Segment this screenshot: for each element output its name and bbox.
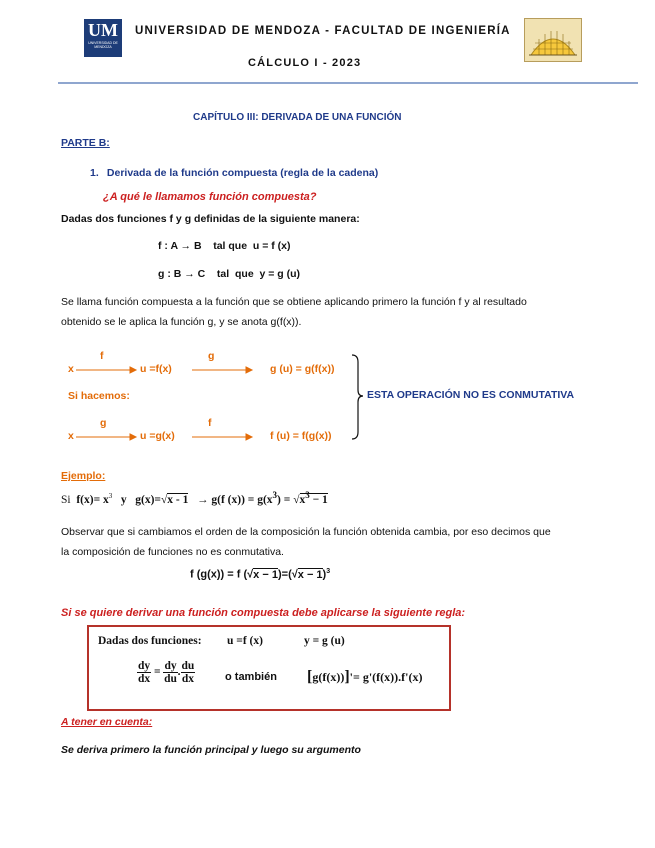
chain-rule-box — [87, 625, 451, 711]
radical-content: − 1 — [309, 493, 328, 506]
definition-f: f : A → B tal que u = f (x) — [158, 240, 291, 252]
diagram-u: u =f(x) — [140, 363, 172, 375]
comp-eq: = — [281, 568, 289, 581]
formula-rhs: = g'(f(x)).f'(x) — [352, 670, 423, 684]
exponent: 3 — [272, 490, 278, 500]
diagram-x: x — [68, 430, 74, 442]
radical-content: x — [299, 493, 306, 506]
frac-num: dy — [164, 660, 177, 672]
diagram-f: f — [100, 350, 104, 362]
observation-paragraph — [61, 522, 616, 562]
final-note: Se deriva primero la función principal y luego su argumento — [61, 744, 361, 756]
diagram-g: g — [100, 417, 107, 429]
definition-g: g : B → C tal que y = g (u) — [158, 268, 301, 280]
frac-den: dx — [181, 673, 194, 685]
prime-formula: [g(f(x))]'= g'(f(x)).f'(x) — [307, 668, 423, 685]
radical-content: x − 1 — [253, 568, 278, 581]
diagram-x: x — [68, 363, 74, 375]
rule-title: Si se quiere derivar una función compuesta debe aplicarse la siguiente regla: — [61, 607, 466, 619]
frac-den: dx — [138, 673, 151, 685]
diagram-si: Si hacemos: — [68, 390, 130, 402]
frac-den: du — [164, 673, 177, 685]
box-y: y = g (u) — [304, 635, 345, 647]
section-text: Derivada de la función compuesta (regla de la cadena) — [106, 167, 379, 179]
exponent: 3 — [108, 492, 113, 500]
example-si: Si — [61, 493, 71, 506]
diagram-result: g (u) = g(f(x)) — [270, 363, 335, 375]
example-gf: g(f (x)) = g(x — [211, 493, 273, 506]
example-close: ) = — [277, 493, 291, 506]
exponent: 3 — [326, 568, 331, 575]
question: ¿A qué le llamamos función compuesta? — [103, 191, 317, 203]
box-given: Dadas dos funciones: — [98, 635, 202, 647]
formula-inner: g(f(x)) — [312, 670, 345, 684]
paragraph-line: Observar que si cambiamos el orden de la composición la función obtenida cambia, por eso decimos que — [61, 526, 551, 538]
note-heading: A tener en cuenta: — [61, 716, 153, 728]
box-also: o también — [225, 671, 277, 683]
header-title: UNIVERSIDAD DE MENDOZA - FACULTAD DE INGENIERÍA — [135, 25, 511, 37]
logo-text: UM — [88, 20, 118, 40]
example-f: f(x)= x — [76, 493, 109, 506]
diagram-note: ESTA OPERACIÓN NO ES CONMUTATIVA — [367, 389, 575, 401]
diagram-g: g — [208, 350, 215, 362]
example-y: y — [120, 493, 127, 506]
chapter-title: CAPÍTULO III: DERIVADA DE UNA FUNCIÓN — [193, 112, 402, 123]
header-subtitle: CÁLCULO I - 2023 — [248, 57, 362, 69]
paragraph-line: la composición de funciones no es conmutativa. — [61, 546, 284, 558]
leibniz-formula: $\frac{dy}{dx}$ = $\frac{dy}{du}$ . $\frac{du}{dx}$ — [138, 660, 195, 685]
given-text: Dadas dos funciones f y g definidas de la siguiente manera: — [61, 213, 360, 225]
paragraph-line: obtenido se le aplica la función g, y se anota g(f(x)). — [61, 316, 302, 328]
diagram-f: f — [208, 417, 212, 429]
example-formula: Si $f(x)= x^3$ y g(x)=√x - 1 → g(f $(x)) = g(x^3) = √x^3 - 1$ — [61, 490, 328, 506]
section-number: 1. — [90, 167, 99, 179]
box-u: u =f (x) — [227, 635, 263, 647]
composition-example: f (g(x)) = f $(√x - 1)=(√x - 1)^3$ — [190, 568, 331, 581]
arrow: → — [197, 493, 209, 506]
exponent: 3 — [305, 490, 310, 500]
radical-content: x − 1 — [297, 568, 323, 581]
logo-small-text: UNIVERSIDAD DE MENDOZA — [88, 41, 118, 49]
comp-lhs: f (g(x)) = f — [190, 568, 244, 581]
paragraph-line: Se llama función compuesta a la función que se obtiene aplicando primero la función f y al resultado — [61, 296, 527, 308]
frac-num: dy — [138, 660, 151, 672]
frac-num: du — [181, 660, 195, 672]
radical-content: x - 1 — [167, 493, 189, 506]
diagram-u: u =g(x) — [140, 430, 175, 442]
example-g: g(x)= — [135, 493, 161, 506]
part-heading: PARTE B: — [61, 137, 110, 149]
diagram-result: f (u) = f(g(x)) — [270, 430, 332, 442]
example-label: Ejemplo: — [61, 470, 106, 482]
